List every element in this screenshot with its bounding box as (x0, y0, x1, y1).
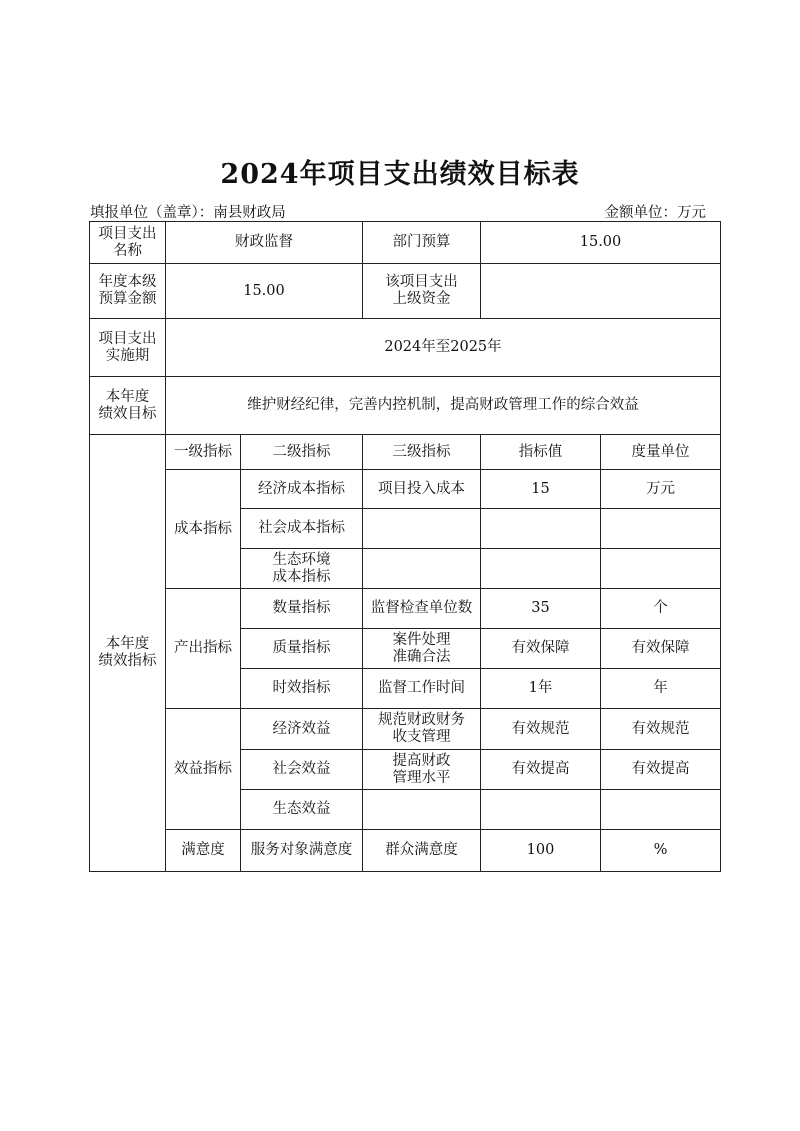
level3-indicator (363, 509, 481, 549)
indicator-value: 15 (481, 470, 601, 509)
annual-budget-value: 15.00 (166, 264, 363, 319)
project-name-value: 财政监督 (166, 222, 363, 264)
dept-budget-label: 部门预算 (363, 222, 481, 264)
indicator-unit (601, 509, 721, 549)
table-header-row (90, 435, 721, 470)
annual-budget-label: 年度本级 预算金额 (90, 264, 166, 319)
table-row (90, 319, 721, 377)
table-row (90, 377, 721, 435)
level2-indicator: 生态效益 (241, 790, 363, 830)
table-row (90, 709, 721, 750)
level2-indicator: 时效指标 (241, 669, 363, 709)
performance-table (89, 221, 721, 872)
level3-indicator: 规范财政财务 收支管理 (363, 709, 481, 750)
indicator-unit (601, 790, 721, 830)
level3-indicator: 监督工作时间 (363, 669, 481, 709)
column-header: 三级指标 (363, 435, 481, 470)
period-value: 2024年至2025年 (166, 319, 721, 377)
level3-indicator: 案件处理 准确合法 (363, 629, 481, 669)
level3-indicator (363, 549, 481, 589)
project-name-label: 项目支出 名称 (90, 222, 166, 264)
level3-indicator: 项目投入成本 (363, 470, 481, 509)
level2-indicator: 经济效益 (241, 709, 363, 750)
page-title: 2024年项目支出绩效目标表 (220, 159, 580, 190)
indicator-value: 100 (481, 830, 601, 872)
level3-indicator: 监督检查单位数 (363, 589, 481, 629)
level2-indicator: 服务对象满意度 (241, 830, 363, 872)
column-header: 度量单位 (601, 435, 721, 470)
table-row (90, 222, 721, 264)
level2-indicator: 数量指标 (241, 589, 363, 629)
indicator-value: 1年 (481, 669, 601, 709)
level3-indicator (363, 790, 481, 830)
goal-label: 本年度 绩效目标 (90, 377, 166, 435)
indicator-unit (601, 549, 721, 589)
level2-indicator: 质量指标 (241, 629, 363, 669)
superior-funds-value (481, 264, 721, 319)
table-row (90, 589, 721, 629)
satisfaction-indicator-label: 满意度 (166, 830, 241, 872)
indicator-value: 有效保障 (481, 629, 601, 669)
indicators-section-label: 本年度 绩效指标 (90, 435, 166, 872)
dept-budget-value: 15.00 (481, 222, 721, 264)
indicator-value (481, 549, 601, 589)
indicator-value (481, 509, 601, 549)
cost-indicator-label: 成本指标 (166, 470, 241, 589)
indicator-unit: 有效规范 (601, 709, 721, 750)
indicator-unit: 有效保障 (601, 629, 721, 669)
column-header: 一级指标 (166, 435, 241, 470)
level2-indicator: 社会成本指标 (241, 509, 363, 549)
column-header: 二级指标 (241, 435, 363, 470)
level2-indicator: 社会效益 (241, 750, 363, 790)
indicator-value (481, 790, 601, 830)
indicator-unit: 有效提高 (601, 750, 721, 790)
superior-funds-label: 该项目支出 上级资金 (363, 264, 481, 319)
table-row (90, 264, 721, 319)
benefit-indicator-label: 效益指标 (166, 709, 241, 830)
table-row (90, 470, 721, 509)
indicator-unit: % (601, 830, 721, 872)
level2-indicator: 经济成本指标 (241, 470, 363, 509)
table-row (90, 830, 721, 872)
goal-value: 维护财经纪律，完善内控机制，提高财政管理工作的综合效益 (166, 377, 721, 435)
amount-unit: 金额单位：万元 (604, 205, 706, 221)
indicator-value: 有效提高 (481, 750, 601, 790)
indicator-value: 有效规范 (481, 709, 601, 750)
level3-indicator: 提高财政 管理水平 (363, 750, 481, 790)
output-indicator-label: 产出指标 (166, 589, 241, 709)
indicator-value: 35 (481, 589, 601, 629)
reporting-unit: 填报单位（盖章）：南县财政局 (90, 205, 286, 221)
level3-indicator: 群众满意度 (363, 830, 481, 872)
indicator-unit: 年 (601, 669, 721, 709)
indicator-unit: 万元 (601, 470, 721, 509)
column-header: 指标值 (481, 435, 601, 470)
level2-indicator: 生态环境 成本指标 (241, 549, 363, 589)
period-label: 项目支出 实施期 (90, 319, 166, 377)
indicator-unit: 个 (601, 589, 721, 629)
